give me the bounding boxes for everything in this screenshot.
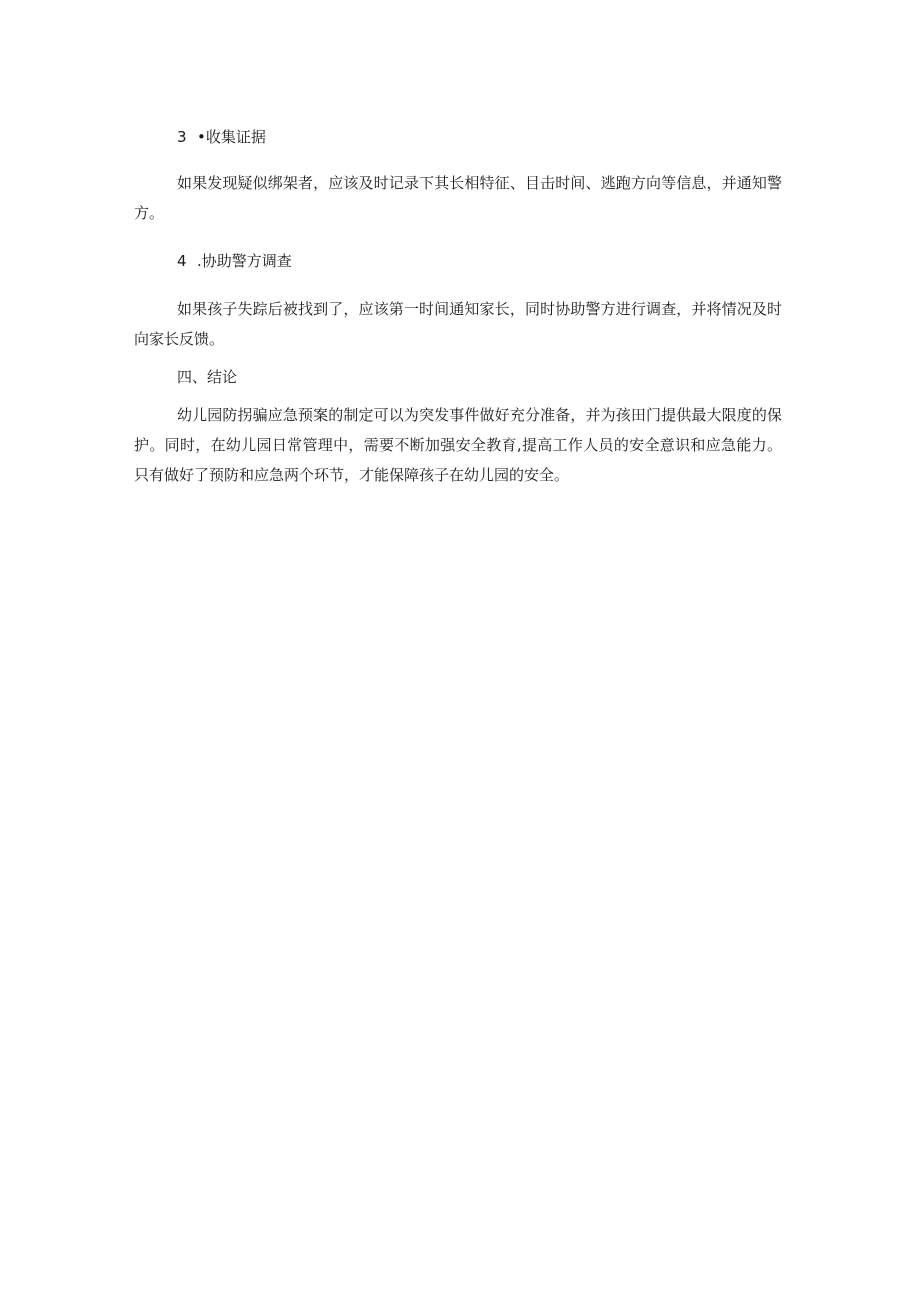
section-4-title: .协助警方调查 (197, 252, 292, 270)
conclusion-heading: 四、结论 (177, 368, 238, 386)
section-3-heading (134, 122, 782, 152)
section-3-paragraph: 如果发现疑似绑架者，应该及时记录下其长相特征、目击时间、逃跑方向等信息，并通知警方。 (134, 174, 782, 222)
document-body (134, 122, 782, 490)
section-4-heading (134, 246, 782, 276)
section-4-paragraph: 如果孩子失踪后被找到了，应该第一时间通知家长，同时协助警方进行调查，并将情况及时向家长反馈。 (134, 300, 782, 348)
section-3-number: 3 (177, 128, 187, 146)
section-4-number: 4 (177, 252, 187, 270)
conclusion-paragraph: 幼儿园防拐骗应急预案的制定可以为突发事件做好充分准备，并为孩田门提供最大限度的保护。同时，在幼儿园日常管理中，需要不断加强安全教育,提高工作人员的安全意识和应急能力。只有做好了预防和应急两个环节，才能保障孩子在幼儿园的安全。 (134, 406, 782, 484)
section-3-title: •收集证据 (197, 128, 266, 146)
